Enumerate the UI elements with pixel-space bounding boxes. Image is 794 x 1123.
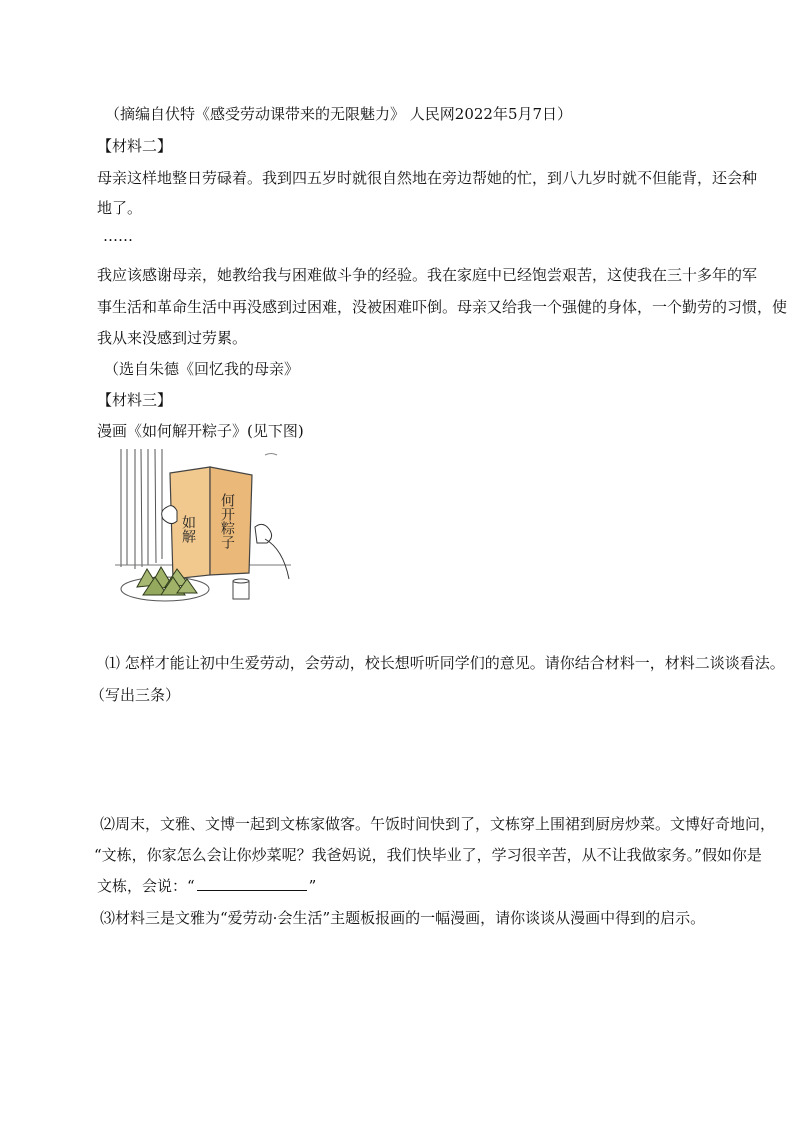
question3-line1: ⑶材料三是文雅为“爱劳动·会生活”主题板报画的一幅漫画，请你谈谈从漫画中得到的启示。 — [100, 909, 706, 927]
book-text-col1: 如解 — [180, 515, 196, 543]
book-text-col2: 何开粽子 — [219, 493, 235, 549]
material2-para2-line1: 我应该感谢母亲，她教给我与困难做斗争的经验。我在家庭中已经饱尝艰苦，这使我在三十多年的军 — [97, 266, 758, 284]
material2-para1-line2: 地了。 — [97, 199, 143, 217]
question2-line1: ⑵周末，文雅、文博一起到文栋家做客。午饭时间快到了，文栋穿上围裙到厨房炒菜。文博好奇地问， — [100, 815, 776, 833]
material2-para2-line3: 我从来没感到过劳累。 — [97, 329, 248, 347]
material2-ellipsis: …… — [103, 227, 133, 245]
cup — [233, 579, 249, 599]
question2-line2: “文栋，你家怎么会让你炒菜呢？我爸妈说，我们快毕业了，学习很辛苦，从不让我做家务。”假如你是 — [94, 846, 762, 864]
question2-line3 — [97, 876, 316, 896]
material2-source: （选自朱德《回忆我的母亲》 — [104, 360, 300, 378]
question1-line2: （写出三条） — [90, 686, 181, 704]
comic-image — [115, 447, 291, 607]
material1-source: （摘编自伏特《感受劳动课带来的无限魅力》 人民网2022年5月7日） — [105, 105, 573, 123]
question2-line3-suffix: ” — [308, 877, 317, 895]
material2-para2-line2: 事生活和革命生活中再没感到过困难，没被困难吓倒。母亲又给我一个强健的身体，一个勤劳的习惯，使 — [97, 298, 788, 316]
curtain — [121, 449, 162, 569]
question2-line3-prefix: 文栋，会说：“ — [97, 877, 195, 895]
answer-blank[interactable] — [197, 876, 307, 891]
material3-caption: 漫画《如何解开粽子》(见下图) — [97, 422, 304, 440]
question1-line1: ⑴ 怎样才能让初中生爱劳动，会劳动，校长想听听同学们的意见。请你结合材料一，材料二谈谈看法。 — [105, 654, 785, 672]
material2-heading: 【材料二】 — [97, 137, 173, 155]
material3-heading: 【材料三】 — [97, 391, 173, 409]
material2-para1-line1: 母亲这样地整日劳碌着。我到四五岁时就很自然地在旁边帮她的忙，到八九岁时就不但能背，还会种 — [97, 169, 758, 187]
